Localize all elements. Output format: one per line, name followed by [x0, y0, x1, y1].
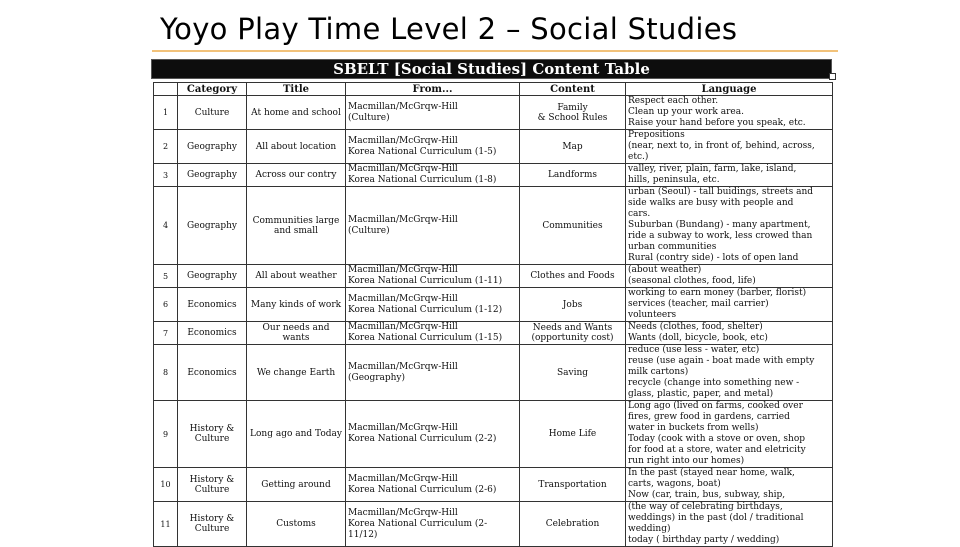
row-language: [626, 265, 833, 288]
row-language: [626, 468, 833, 502]
header-category: Category: [178, 83, 247, 96]
language-line: Prepositions: [628, 130, 685, 140]
row-content: Map: [520, 130, 626, 164]
row-content: Clothes and Foods: [520, 265, 626, 288]
source-line: Korea National Curriculum (1-5): [348, 146, 497, 157]
row-title: All about weather: [247, 265, 346, 288]
language-line: hills, peninsula, etc.: [628, 175, 720, 185]
table-row: [154, 288, 833, 322]
language-line: In the past (stayed near home, walk,: [628, 468, 795, 478]
language-line: Clean up your work area.: [628, 107, 744, 117]
source-line: Macmillan/McGrqw-Hill: [348, 101, 458, 112]
row-number: 9: [154, 401, 178, 468]
source-line: Korea National Curriculum (2-2): [348, 434, 497, 444]
language-line: ride a subway to work, less crowed than: [628, 231, 813, 241]
language-line: glass, plastic, paper, and metal): [628, 389, 774, 399]
row-category: History & Culture: [178, 468, 247, 502]
table-row: [154, 345, 833, 401]
language-line: (seasonal clothes, food, life): [628, 276, 756, 286]
row-category: History & Culture: [178, 401, 247, 468]
source-line: Macmillan/McGrqw-Hill: [348, 473, 458, 484]
row-number: 5: [154, 265, 178, 288]
row-source: [346, 265, 520, 288]
table-row: [154, 96, 833, 130]
language-line: Raise your hand before you speak, etc.: [628, 118, 806, 128]
language-line: water in buckets from wells): [628, 423, 759, 433]
source-line: Korea National Curriculum (1-12): [348, 304, 503, 315]
source-line: Korea National Curriculum (1-15): [348, 333, 503, 343]
table-row: [154, 502, 833, 547]
row-category: Geography: [178, 130, 247, 164]
language-line: services (teacher, mail carrier): [628, 299, 769, 309]
row-language: [626, 322, 833, 345]
table-header-row: [154, 83, 833, 96]
source-line: Macmillan/McGrqw-Hill: [348, 507, 458, 518]
source-line: Korea National Curriculum (2-: [348, 518, 488, 529]
row-source: [346, 401, 520, 468]
language-line: Now (car, train, bus, subway, ship,: [628, 490, 786, 500]
row-title: All about location: [247, 130, 346, 164]
row-language: [626, 502, 833, 547]
row-language: [626, 401, 833, 468]
table-row: [154, 164, 833, 187]
row-category: Economics: [178, 345, 247, 401]
row-source: [346, 468, 520, 502]
language-line: urban communities: [628, 242, 717, 252]
table-row: [154, 401, 833, 468]
row-category: Economics: [178, 288, 247, 322]
row-source: [346, 187, 520, 265]
row-language: [626, 187, 833, 265]
row-category: Geography: [178, 164, 247, 187]
row-content: Home Life: [520, 401, 626, 468]
row-content: Saving: [520, 345, 626, 401]
source-line: (Culture): [348, 225, 390, 236]
language-line: (about weather): [628, 265, 702, 275]
title-divider: [152, 50, 838, 52]
row-source: [346, 130, 520, 164]
source-line: Korea National Curriculum (2-6): [348, 484, 497, 495]
table-body: [154, 96, 833, 547]
row-title: At home and school: [247, 96, 346, 130]
row-category: History & Culture: [178, 502, 247, 547]
language-line: urban (Seoul) - tall buidings, streets and: [628, 187, 814, 197]
row-source: [346, 96, 520, 130]
row-title: Communities large and small: [247, 187, 346, 265]
row-title: Across our contry: [247, 164, 346, 187]
language-line: (the way of celebrating birthdays,: [628, 502, 783, 512]
row-title: Our needs and wants: [247, 322, 346, 345]
source-line: Macmillan/McGrqw-Hill: [348, 293, 458, 304]
source-line: Korea National Curriculum (1-11): [348, 276, 503, 286]
row-number: 1: [154, 96, 178, 130]
language-line: recycle (change into something new -: [628, 378, 800, 388]
language-line: working to earn money (barber, florist): [628, 288, 807, 298]
language-line: reduce (use less - water, etc): [628, 345, 760, 355]
source-line: Macmillan/McGrqw-Hill: [348, 164, 458, 174]
source-line: Macmillan/McGrqw-Hill: [348, 265, 458, 275]
row-number: 8: [154, 345, 178, 401]
slide-title: Yoyo Play Time Level 2 – Social Studies: [160, 12, 738, 46]
row-category: Geography: [178, 265, 247, 288]
table-row: [154, 130, 833, 164]
row-number: 2: [154, 130, 178, 164]
table-row: [154, 322, 833, 345]
language-line: valley, river, plain, farm, lake, island,: [628, 164, 797, 174]
language-line: Wants (doll, bicycle, book, etc): [628, 333, 768, 343]
row-content: Needs and Wants (opportunity cost): [520, 322, 626, 345]
language-line: run right into our homes): [628, 456, 745, 466]
header-content: Content: [520, 83, 626, 96]
source-line: Korea National Curriculum (1-8): [348, 175, 497, 185]
row-language: [626, 164, 833, 187]
row-category: Economics: [178, 322, 247, 345]
language-line: milk cartons): [628, 367, 689, 377]
language-line: weddings) in the past (dol / traditional: [628, 513, 804, 523]
row-title: Many kinds of work: [247, 288, 346, 322]
row-content: Landforms: [520, 164, 626, 187]
row-language: [626, 345, 833, 401]
row-number: 6: [154, 288, 178, 322]
table-row: [154, 468, 833, 502]
row-content: Celebration: [520, 502, 626, 547]
row-language: [626, 288, 833, 322]
row-content: Family & School Rules: [520, 96, 626, 130]
row-language: [626, 96, 833, 130]
language-line: Today (cook with a stove or oven, shop: [628, 434, 806, 444]
source-line: Macmillan/McGrqw-Hill: [348, 214, 458, 225]
row-number: 4: [154, 187, 178, 265]
table-row: [154, 187, 833, 265]
row-source: [346, 322, 520, 345]
row-category: Geography: [178, 187, 247, 265]
row-title: Getting around: [247, 468, 346, 502]
row-title: We change Earth: [247, 345, 346, 401]
language-line: fires, grew food in gardens, carried: [628, 412, 790, 422]
table-title-banner: SBELT [Social Studies] Content Table: [151, 59, 832, 79]
source-line: Macmillan/McGrqw-Hill: [348, 322, 458, 332]
language-line: Long ago (lived on farms, cooked over: [628, 401, 803, 411]
source-line: (Geography): [348, 372, 406, 383]
selection-handle[interactable]: [829, 73, 836, 80]
language-line: Suburban (Bundang) - many apartment,: [628, 220, 811, 230]
language-line: for food at a store, water and eletricity: [628, 445, 806, 455]
language-line: wedding): [628, 524, 671, 534]
language-line: carts, wagons, boat): [628, 479, 721, 489]
header-number: [154, 83, 178, 96]
language-line: volunteers: [628, 310, 677, 320]
row-content: Communities: [520, 187, 626, 265]
source-line: Macmillan/McGrqw-Hill: [348, 361, 458, 372]
language-line: etc.): [628, 152, 649, 162]
language-line: cars.: [628, 209, 651, 219]
content-table-container: [153, 82, 832, 545]
language-line: Needs (clothes, food, shelter): [628, 322, 763, 332]
language-line: side walks are busy with people and: [628, 198, 794, 208]
content-table: [153, 82, 833, 547]
row-number: 7: [154, 322, 178, 345]
language-line: Rural (contry side) - lots of open land: [628, 253, 799, 263]
row-title: Long ago and Today: [247, 401, 346, 468]
header-language: Language: [626, 83, 833, 96]
source-line: (Culture): [348, 112, 390, 123]
row-source: [346, 288, 520, 322]
row-number: 10: [154, 468, 178, 502]
row-source: [346, 502, 520, 547]
row-number: 11: [154, 502, 178, 547]
row-source: [346, 345, 520, 401]
row-content: Transportation: [520, 468, 626, 502]
language-line: today ( birthday party / wedding): [628, 535, 780, 545]
row-category: Culture: [178, 96, 247, 130]
row-content: Jobs: [520, 288, 626, 322]
source-line: 11/12): [348, 529, 378, 540]
header-from: From...: [346, 83, 520, 96]
row-number: 3: [154, 164, 178, 187]
source-line: Macmillan/McGrqw-Hill: [348, 423, 458, 433]
language-line: (near, next to, in front of, behind, across,: [628, 141, 815, 151]
row-language: [626, 130, 833, 164]
language-line: Respect each other.: [628, 96, 719, 106]
table-row: [154, 265, 833, 288]
language-line: reuse (use again - boat made with empty: [628, 356, 815, 366]
header-title: Title: [247, 83, 346, 96]
row-title: Customs: [247, 502, 346, 547]
row-source: [346, 164, 520, 187]
source-line: Macmillan/McGrqw-Hill: [348, 135, 458, 146]
